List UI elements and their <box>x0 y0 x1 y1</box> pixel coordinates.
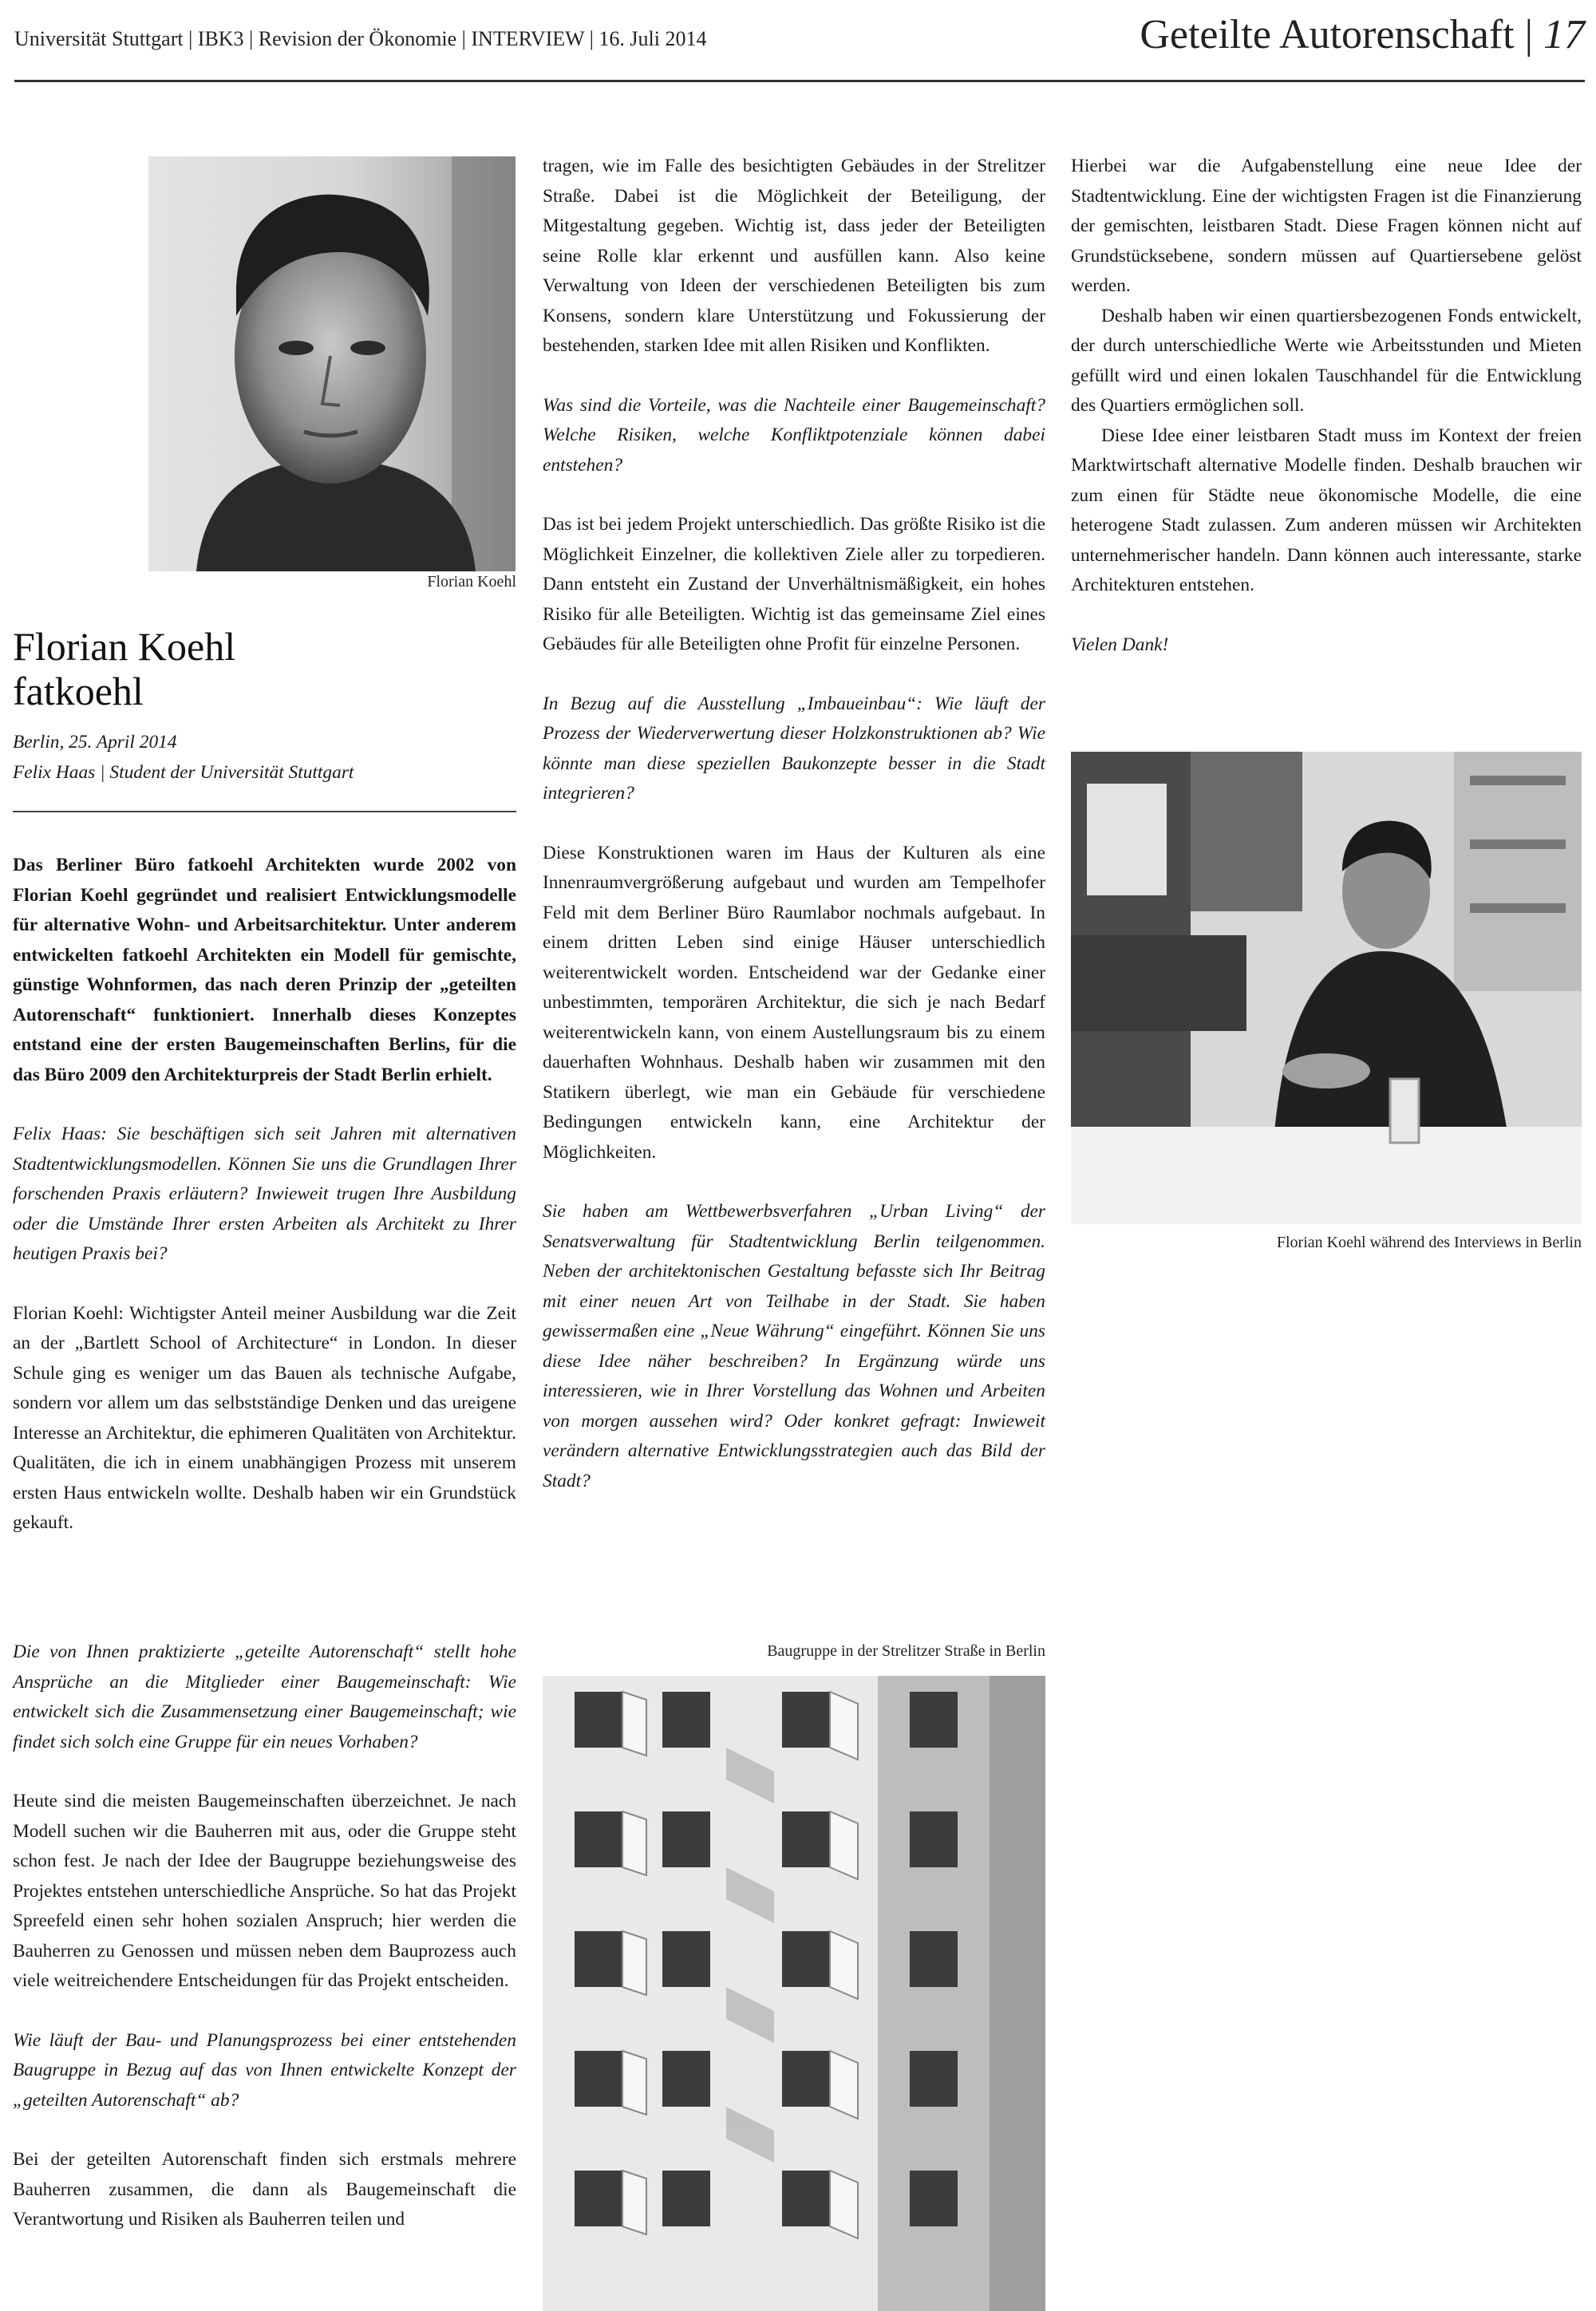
question-3: Wie läuft der Bau- und Planungsprozess bei einer entstehenden Baugruppe in Bezug auf das von Ihnen entwickelte Konzept der „geteilten Autorenschaft“ ab? <box>13 2029 516 2111</box>
closing-thanks: Vielen Dank! <box>1071 634 1169 655</box>
column-2 <box>543 152 1045 1496</box>
column-3 <box>1071 152 1582 660</box>
interview-meta <box>13 728 354 788</box>
building-photo <box>543 1676 1045 2311</box>
answer-6-p1: Hierbei war die Aufgabenstellung eine neue Idee der Stadtentwicklung. Eine der wichtigsten Fragen ist die Finanzierung der gemischten, leistbaren Stadt. Diese Fragen können nicht auf Grundstücksebene, sondern müssen auf Quartiersebene gelöst werden. <box>1071 156 1582 296</box>
portrait-photo <box>148 156 516 571</box>
header-meta: Universität Stuttgart | IBK3 | Revision der Ökonomie | INTERVIEW | 16. Juli 2014 <box>14 27 707 50</box>
intro-paragraph: Das Berliner Büro fatkoehl Architekten wurde 2002 von Florian Koehl gegründet und realisiert Entwicklungsmodelle für alternative Wohn- und Arbeitsarchitektur. Unter anderem entwickelten fatkoehl Architekten ein Modell für gemischte, günstige Wohnformen, das nach deren Prinzip der „geteilten Autorenschaft“ funktioniert. Innerhalb dieses Konzeptes entstand eine der ersten Baugemeinschaften Berlins, für die das Büro 2009 den Architekturpreis der Stadt Berlin erhielt. <box>13 855 516 1085</box>
article-title: Geteilte Autorenschaft | <box>1140 12 1533 57</box>
question-4: Was sind die Vorteile, was die Nachteile einer Baugemeinschaft? Welche Risiken, welche Konfliktpotenziale können dabei entstehen? <box>543 394 1045 476</box>
question-5: In Bezug auf die Ausstellung „Imbaueinbau“: Wie läuft der Prozess der Wiederverwertung dieser Holzkonstruktionen ab? Wie könnte man diese speziellen Baukonzepte besser in die Stadt integrieren? <box>543 693 1045 804</box>
portrait-caption: Florian Koehl <box>427 573 516 591</box>
office-name: fatkoehl <box>13 669 144 713</box>
question-6: Sie haben am Wettbewerbsverfahren „Urban Living“ der Senatsverwaltung für Stadtentwicklung Berlin teilgenommen. Neben der architektonischen Gestaltung befasste sich Ihr Beitrag mit einer neuen Art von Teilhabe in der Stadt. Sie haben gewissermaßen eine „Neue Währung“ eingeführt. Können Sie uns diese Idee näher beschreiben? In Ergänzung würde uns interessieren, wie in Ihrer Vorstellung das Wohnen und Arbeiten von morgen aussehen wird? Oder konkret gefragt: Inwieweit verändern alternative Entwicklungsstrategien auch das Bild der Stadt? <box>543 1201 1045 1491</box>
answer-6-p2: Deshalb haben wir einen quartiersbezogenen Fonds entwickelt, der durch unterschiedliche Werte wie Arbeitsstunden und Mieten gefüllt wird und einen lokalen Tauschhandel für die Entwicklung des Quartiers ermöglichen soll. <box>1071 305 1582 416</box>
header-divider <box>14 80 1585 82</box>
answer-6-p3: Diese Idee einer leistbaren Stadt muss im Kontext der freien Marktwirtschaft alternative Modelle finden. Deshalb brauchen wir zum einen für Städte neue ökonomische Modelle, die eine heterogene Stadt zulassen. Zum anderen müssen wir Architekten unternehmerischer handeln. Dann können auch interessante, starke Architekturen entstehen. <box>1071 425 1582 595</box>
meta-divider <box>13 811 516 812</box>
answer-3-continued: tragen, wie im Falle des besichtigten Gebäudes in der Strelitzer Straße. Dabei ist die Möglichkeit der Beteiligung, der Mitgestaltung gegeben. Wichtig ist, dass jeder der Beteiligten seine Rolle klar erkennt und ausfüllen kann. Also keine Verwaltung von Ideen der verschiedenen Beteiligten bis zum Konsens, sondern klare Unterstützung und Fokussierung der bestehenden, starken Idee mit allen Risiken und Konflikten. <box>543 156 1045 356</box>
answer-4: Das ist bei jedem Projekt unterschiedlich. Das größte Risiko ist die Möglichkeit Einzelner, die kollektiven Ziele aller zu torpedieren. Dann entsteht ein Zustand der Unverhältnismäßigkeit, ein hohes Risiko für alle Beteiligten. Wichtig ist das gemeinsame Ziel eines Gebäudes für alle Beteiligten ohne Profit für einzelne Personen. <box>543 514 1045 654</box>
column-1-bottom <box>13 1637 516 2235</box>
question-1: Felix Haas: Sie beschäftigen sich seit Jahren mit alternativen Stadtentwicklungsmodellen. Können Sie uns die Grundlagen Ihrer forschenden Praxis erläutern? Inwieweit trugen Ihre Ausbildung oder die Umstände Ihrer ersten Arbeiten als Architekt zu Ihrer heutigen Praxis bei? <box>13 1124 516 1264</box>
interview-photo-caption: Florian Koehl während des Interviews in Berlin <box>1276 1234 1582 1251</box>
answer-5: Diese Konstruktionen waren im Haus der Kulturen als eine Innenraumvergrößerung aufgebaut und wurden am Tempelhofer Feld mit dem Berliner Büro Raumlabor nochmals aufgebaut. In einem dritten Leben sind einige Häuser unterschiedlich weiterentwickelt worden. Entscheidend war der Gedanke einer unbestimmten, temporären Architektur, die sich je nach Bedarf weiterentwickeln kann, von einem Austellungsraum bis zu einem dauerhaften Wohnhaus. Deshalb haben wir zusammen mit den Statikern überlegt, wie man ein Gebäude für verschiedene Bedingungen entwickeln kann, eine Architektur der Möglichkeiten. <box>543 842 1045 1163</box>
building-caption: Baugruppe in der Strelitzer Straße in Berlin <box>767 1642 1045 1660</box>
question-2: Die von Ihnen praktizierte „geteilte Autorenschaft“ stellt hohe Ansprüche an die Mitglieder einer Baugemeinschaft: Wie entwickelt sich die Zusammensetzung einer Baugemeinschaft; wie findet sich solch eine Gruppe für ein neues Vorhaben? <box>13 1641 516 1752</box>
interviewee-name: Florian Koehl <box>13 624 236 669</box>
interview-date: Berlin, 25. April 2014 <box>13 732 177 753</box>
interviewee-heading <box>13 624 235 713</box>
answer-2: Heute sind die meisten Baugemeinschaften überzeichnet. Je nach Modell suchen wir die Bauherren mit aus, oder die Gruppe steht schon fest. Je nach der Idee der Baugruppe beziehungsweise des Projektes entstehen unterschiedliche Ansprüche. So hat das Projekt Spreefeld einen sehr hohen sozialen Anspruch; hier werden die Bauherren zu Genossen und müssen neben dem Bauprozess auch viele weitreichendere Entscheidungen für das Projekt entscheiden. <box>13 1791 516 1991</box>
page-title <box>1140 11 1585 58</box>
answer-1: Florian Koehl: Wichtigster Anteil meiner Ausbildung war die Zeit an der „Bartlett School of Architecture“ in London. In dieser Schule ging es weniger um das Bauen als technische Aufgabe, sondern vor allem um das selbstständige Denken und das ureigene Interesse an Architektur, die ephimeren Qualitäten von Architektur. Qualitäten, die ich in einem unabhängigen Prozess mit unserem ersten Haus entwickeln wollte. Deshalb haben wir ein Grundstück gekauft. <box>13 1302 516 1533</box>
column-1 <box>13 851 516 1539</box>
answer-3: Bei der geteilten Autorenschaft finden sich erstmals mehrere Bauherren zusammen, die dann als Baugemeinschaft die Verantwortung und Risiken als Bauherren teilen und <box>13 2149 516 2230</box>
interview-photo <box>1071 752 1582 1224</box>
page-number: 17 <box>1543 12 1585 57</box>
interviewer: Felix Haas | Student der Universität Stuttgart <box>13 761 354 783</box>
